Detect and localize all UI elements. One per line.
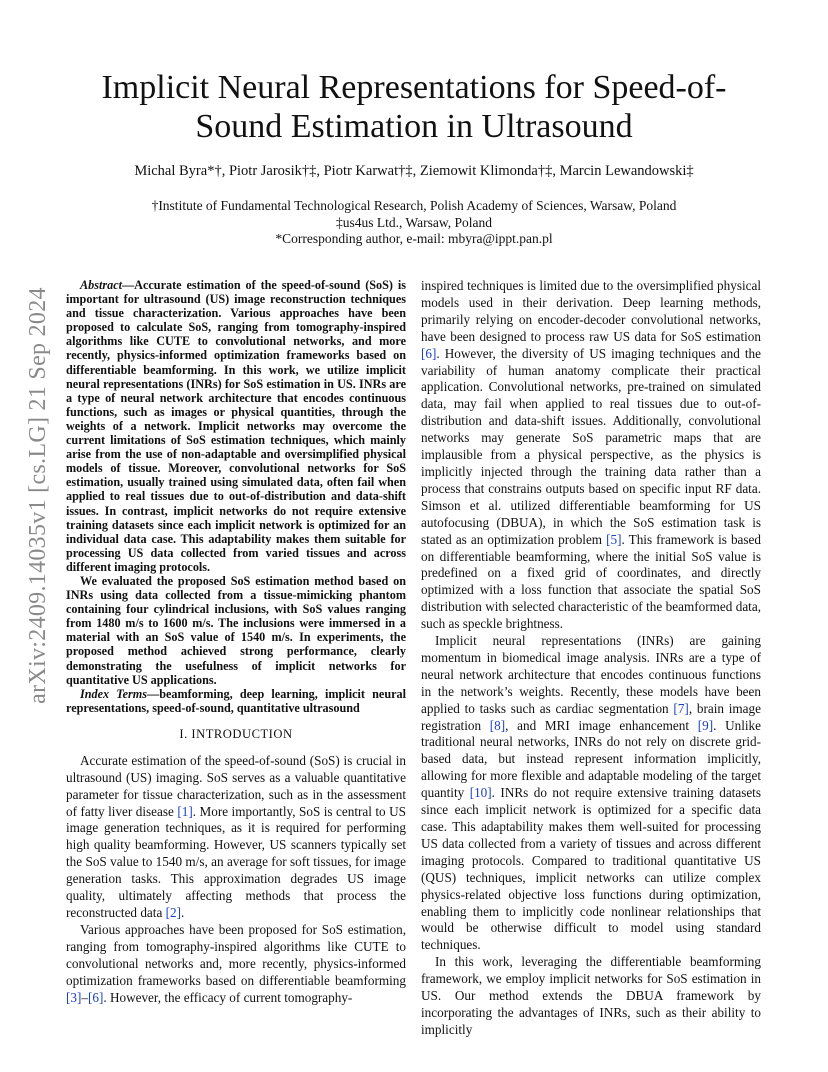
intro-paragraph-2-continued: inspired techniques is limited due to the oversimplified physical models used in their derivation. Deep learning methods, primarily relying on encoder-decoder convolutional networks, have been designed to process raw US data for SoS estimation [6]. However, the diversity of US imaging techniques and the variability of human anatomy complicate their practical application. Convolutional networks, pre-trained on simulated data, may fail when applied to real tissues due to out-of-distribution and data-shift issues. Additionally, convolutional networks may generate SoS parametric maps that are implausible from a physical perspective, as the physics is implicitly injected through the training data rather than a process that constrains outputs based on specific input RF data. Simson et al. utilized differentiable beamforming for US autofocusing (DBUA), in which the SoS estimation task is stated as an optimization problem [5]. This framework is based on differentiable beamforming, where the initial SoS value is predefined on a fixed grid of coordinates, and directly optimized with a loss function that associate the spatial SoS distribution with selected characteristic of the beamformed data, such as speckle brightness. bbox=[421, 278, 761, 632]
index-terms-label: Index Terms bbox=[80, 686, 148, 701]
affiliation-2: ‡us4us Ltd., Warsaw, Poland bbox=[335, 214, 493, 230]
author-list: Michal Byra*†, Piotr Jarosik†‡, Piotr Karwat†‡, Ziemowit Klimonda†‡, Marcin Lewandowski‡ bbox=[134, 163, 694, 179]
affiliations bbox=[60, 198, 768, 248]
right-column bbox=[421, 278, 761, 1039]
index-terms: Index Terms—beamforming, deep learning, implicit neural representations, speed-of-sound, quantitative ultrasound bbox=[66, 686, 406, 715]
citation-link[interactable]: [3] bbox=[66, 989, 82, 1005]
arxiv-side-stamp bbox=[20, 280, 56, 710]
citation-link[interactable]: [6] bbox=[87, 989, 104, 1005]
section-heading-introduction: I. INTRODUCTION bbox=[179, 726, 293, 741]
citation-link[interactable]: [8] bbox=[489, 717, 506, 733]
citation-link[interactable]: [5] bbox=[606, 531, 622, 547]
intro-paragraph-2: Various approaches have been proposed for SoS estimation, ranging from tomography-inspired algorithms like CUTE to convolutional networks and, more recently, physics-informed optimization frameworks based on differentiable beamforming [3]–[6]. However, the efficacy of current tomography- bbox=[66, 921, 406, 1005]
affiliation-1: †Institute of Fundamental Technological Research, Polish Academy of Sciences, Warsaw, Poland bbox=[151, 198, 677, 213]
paper-title: Implicit Neural Representations for Speed-of-Sound Estimation in Ultrasound bbox=[101, 69, 727, 145]
abstract-paragraph-1: Abstract—Accurate estimation of the speed-of-sound (SoS) is important for ultrasound (US) image reconstruction techniques and tissue characterization. Various approaches have been proposed to calculate SoS, ranging from tomography-inspired algorithms like CUTE to convolutional networks, and more recently, physics-informed optimization frameworks based on differentiable beamforming. In this work, we utilize implicit neural representations (INRs) for SoS estimation in US. INRs are a type of neural network architecture that encodes continuous functions, such as images or physical quantities, through the weights of a network. Implicit networks may overcome the current limitations of SoS estimation techniques, which mainly arise from the use of non-adaptable and oversimplified physical models of tissue. Moreover, convolutional networks for SoS estimation, usually trained using simulated data, often fail when applied to real tissues due to out-of-distribution and data-shift issues. In contrast, implicit networks do not require extensive training datasets since each implicit network is optimized for an individual data case. This adaptability makes them suitable for processing US data collected from varied tissues and across different imaging protocols. bbox=[66, 278, 406, 574]
citation-link[interactable]: [10] bbox=[469, 785, 492, 801]
intro-paragraph-3: Implicit neural representations (INRs) are gaining momentum in biomedical image analysis. INRs are a type of neural network architecture that encodes continuous functions in the network’s weights. Recently, these models have been applied to tasks such as cardiac segmentation [7], brain image registration [8], and MRI image enhancement [9]. Unlike traditional neural networks, INRs do not rely on discrete grid-based data, but instead represent information implicitly, allowing for more flexible and adaptable modeling of the target quantity [10]. INRs do not require extensive training datasets since each implicit network is optimized for a specific data case. This adaptability makes them well-suited for processing US data collected from a variety of tissues and across different imaging protocols. Compared to traditional quantitative US (QUS) techniques, implicit networks can utilize complex physics-related objective loss functions during optimization, enabling them to implicitly code nonlinear relationships that would be otherwise difficult to model using standard techniques. bbox=[421, 633, 761, 953]
abstract-label: Abstract bbox=[80, 278, 122, 292]
citation-link[interactable]: [6] bbox=[421, 345, 437, 361]
abstract bbox=[66, 278, 406, 715]
citation-link[interactable]: [2] bbox=[165, 904, 181, 920]
abstract-paragraph-2: We evaluated the proposed SoS estimation method based on INRs using data collected from a tissue-mimicking phantom containing four cylindrical inclusions, with SoS values ranging from 1480 m/s to 1600 m/s. The inclusions were immersed in a material with an SoS value of 1540 m/s. In experiments, the proposed method achieved strong performance, clearly demonstrating the usefulness of implicit networks for quantitative US applications. bbox=[66, 573, 406, 687]
corresponding-author: *Corresponding author, e-mail: mbyra@ippt.pan.pl bbox=[275, 231, 553, 246]
citation-link[interactable]: [1] bbox=[177, 803, 193, 819]
citation-link[interactable]: [9] bbox=[697, 717, 714, 733]
left-column bbox=[66, 278, 406, 1006]
intro-paragraph-4: In this work, leveraging the differentiable beamforming framework, we employ implicit networks for SoS estimation in US. Our method extends the DBUA framework by incorporating the advantages of INRs, such as their ability to implicitly bbox=[421, 954, 761, 1037]
citation-link[interactable]: [7] bbox=[673, 700, 689, 716]
intro-paragraph-1: Accurate estimation of the speed-of-sound (SoS) is crucial in ultrasound (US) imaging. SoS serves as a valuable quantitative parameter for tissue characterization, such as in the assessment of fatty liver disease [1]. More importantly, SoS is central to US image generation techniques, as it is required for performing high quality beamforming. However, US scanners typically set the SoS value to 1540 m/s, an average for soft tissues, for image generation tasks. This approximation degrades US image quality, ultimately affecting methods that process the reconstructed data [2]. bbox=[66, 752, 406, 920]
arxiv-identifier: arXiv:2409.14035v1 [cs.LG] 21 Sep 2024 bbox=[24, 286, 51, 704]
